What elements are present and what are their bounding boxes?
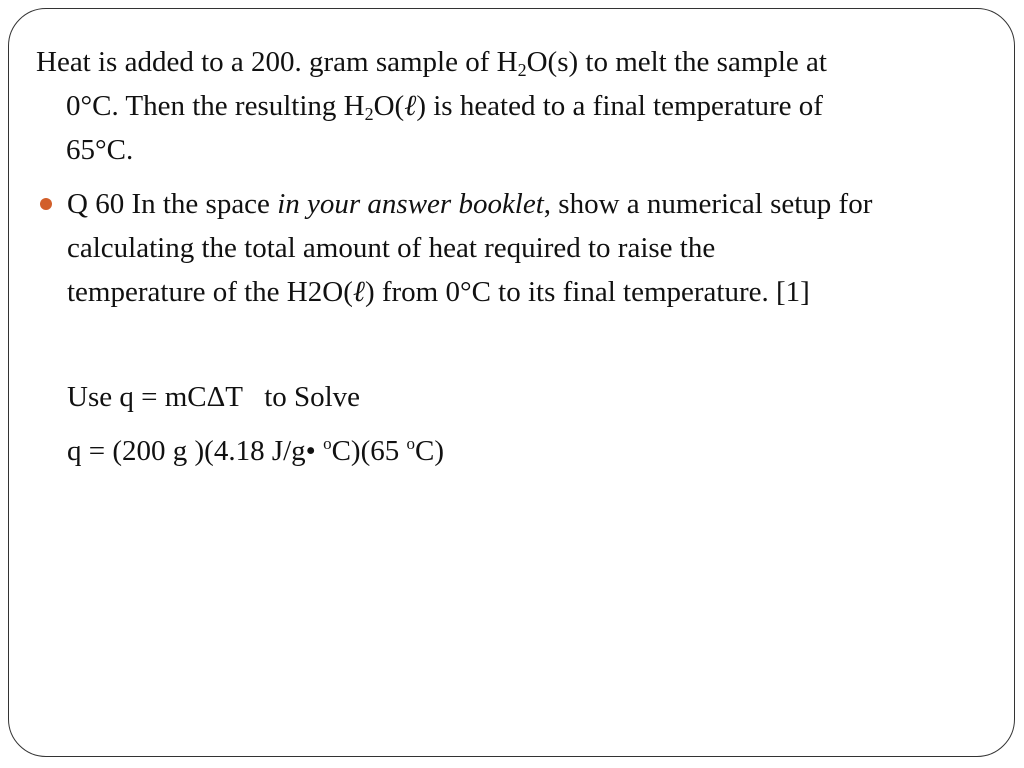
degree-sup-2: o — [406, 434, 415, 453]
intro-line-2-text-b: O( — [373, 90, 405, 122]
liquid-symbol: ℓ — [404, 90, 417, 122]
intro-line-1-text-b: O(s) to melt the sample at — [526, 46, 827, 78]
question-line-2: calculating the total amount of heat required to raise the — [67, 232, 716, 264]
question-bullet — [36, 182, 976, 314]
intro-line-2-subscript: 2 — [364, 104, 374, 124]
setup-text-c: C) — [415, 435, 444, 467]
question-line-3-text-b: ) from 0°C to its final temperature. [1] — [364, 276, 810, 308]
intro-line-1-subscript: 2 — [517, 60, 527, 80]
setup-line — [67, 429, 444, 473]
intro-line-1-text-a: Heat is added to a 200. gram sample of H — [36, 46, 518, 78]
intro-line-2-text-c: ) is heated to a final temperature of — [416, 90, 823, 122]
formula-line: Use q = mCΔT to Solve — [67, 381, 361, 413]
question-line-1-text-a: Q 60 In the space — [67, 188, 278, 220]
setup-text-a: q = (200 g )(4.18 J/g• — [67, 435, 324, 467]
question-line-1-text-b: , show a numerical setup for — [543, 188, 873, 220]
question-line-3 — [67, 270, 976, 314]
intro-line-3: 65°C. — [66, 134, 134, 166]
liquid-symbol-2: ℓ — [352, 276, 365, 308]
intro-line-2 — [36, 84, 966, 128]
setup-text-b: C)(65 — [331, 435, 407, 467]
question-italic-phrase: in your answer booklet — [277, 188, 544, 220]
intro-line-1 — [36, 40, 966, 84]
degree-sup-1: o — [323, 434, 332, 453]
question-line-1 — [67, 182, 976, 226]
intro-line-2-text-a: 0°C. Then the resulting H — [66, 90, 365, 122]
question-line-3-text-a: temperature of the H2O( — [67, 276, 353, 308]
bullet-dot-icon — [40, 198, 52, 210]
intro-paragraph — [36, 40, 966, 172]
